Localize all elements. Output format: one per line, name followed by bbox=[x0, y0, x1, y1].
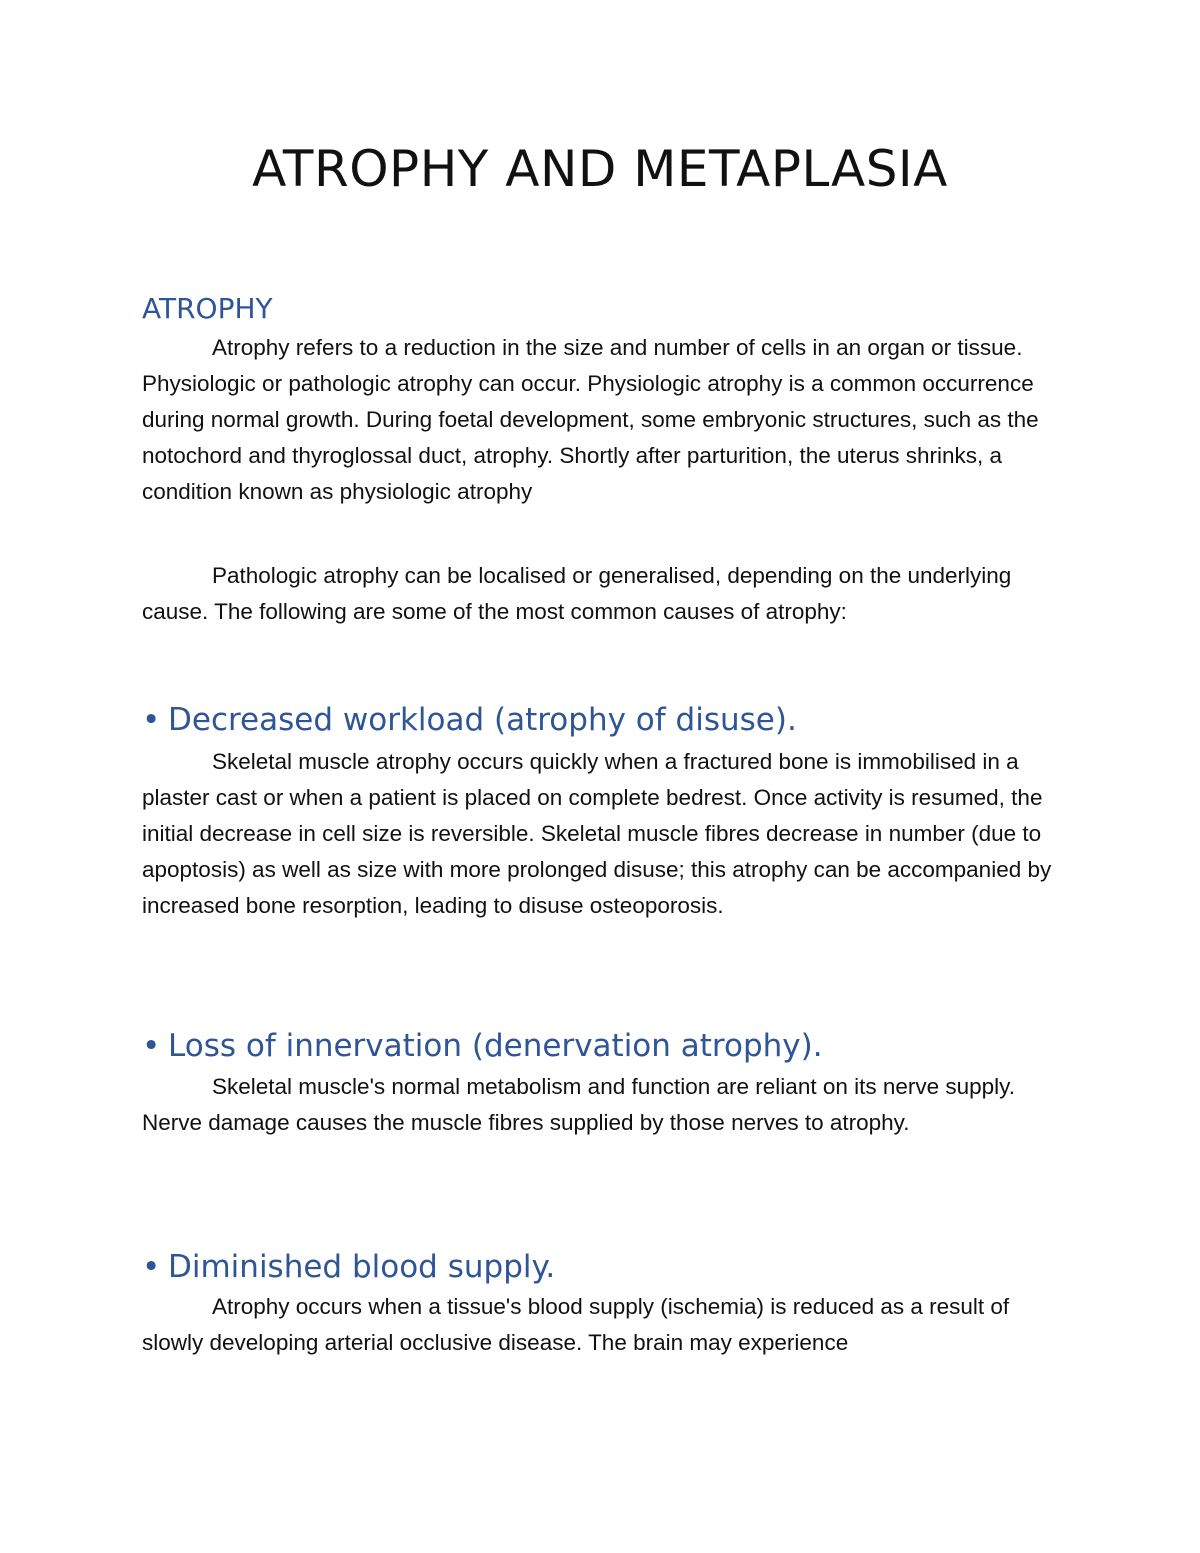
document-title: ATROPHY AND METAPLASIA bbox=[252, 140, 948, 198]
cause-heading-loss-of-innervation bbox=[142, 1028, 823, 1064]
cause-heading-text: Loss of innervation (denervation atrophy). bbox=[168, 1028, 823, 1064]
cause-heading-diminished-blood-supply bbox=[142, 1249, 555, 1285]
paragraph-atrophy-definition: Atrophy refers to a reduction in the size and number of cells in an organ or tissue. Physiologic or pathologic atrophy can occur. Physiologic atrophy is a common occurrence during normal growth. During foetal development, some embryonic structures, such as the notochord and thyroglossal duct, atrophy. Shortly after parturition, the uterus shrinks, a condition known as physiologic atrophy bbox=[142, 335, 1039, 504]
bullet-icon: • bbox=[142, 702, 161, 738]
bullet-icon: • bbox=[142, 1028, 161, 1064]
cause-heading-text: Decreased workload (atrophy of disuse). bbox=[168, 702, 797, 738]
section-heading-atrophy: ATROPHY bbox=[142, 292, 273, 325]
cause-text-diminished-blood-supply: Atrophy occurs when a tissue's blood supply (ischemia) is reduced as a result of slowly developing arterial occlusive disease. The brain may experience bbox=[142, 1294, 1010, 1355]
cause-text-decreased-workload: Skeletal muscle atrophy occurs quickly when a fractured bone is immobilised in a plaster cast or when a patient is placed on complete bedrest. Once activity is resumed, the initial decrease in cell size is reversible. Skeletal muscle fibres decrease in number (due to apoptosis) as well as size with more prolonged disuse; this atrophy can be accompanied by increased bone resorption, leading to disuse osteoporosis. bbox=[142, 749, 1052, 918]
bullet-icon: • bbox=[142, 1249, 161, 1285]
cause-heading-decreased-workload bbox=[142, 702, 797, 738]
cause-heading-text: Diminished blood supply. bbox=[168, 1249, 556, 1285]
paragraph-pathologic-atrophy: Pathologic atrophy can be localised or generalised, depending on the underlying cause. The following are some of the most common causes of atrophy: bbox=[142, 563, 1012, 624]
cause-text-loss-of-innervation: Skeletal muscle's normal metabolism and function are reliant on its nerve supply. Nerve damage causes the muscle fibres supplied by those nerves to atrophy. bbox=[142, 1074, 1016, 1135]
